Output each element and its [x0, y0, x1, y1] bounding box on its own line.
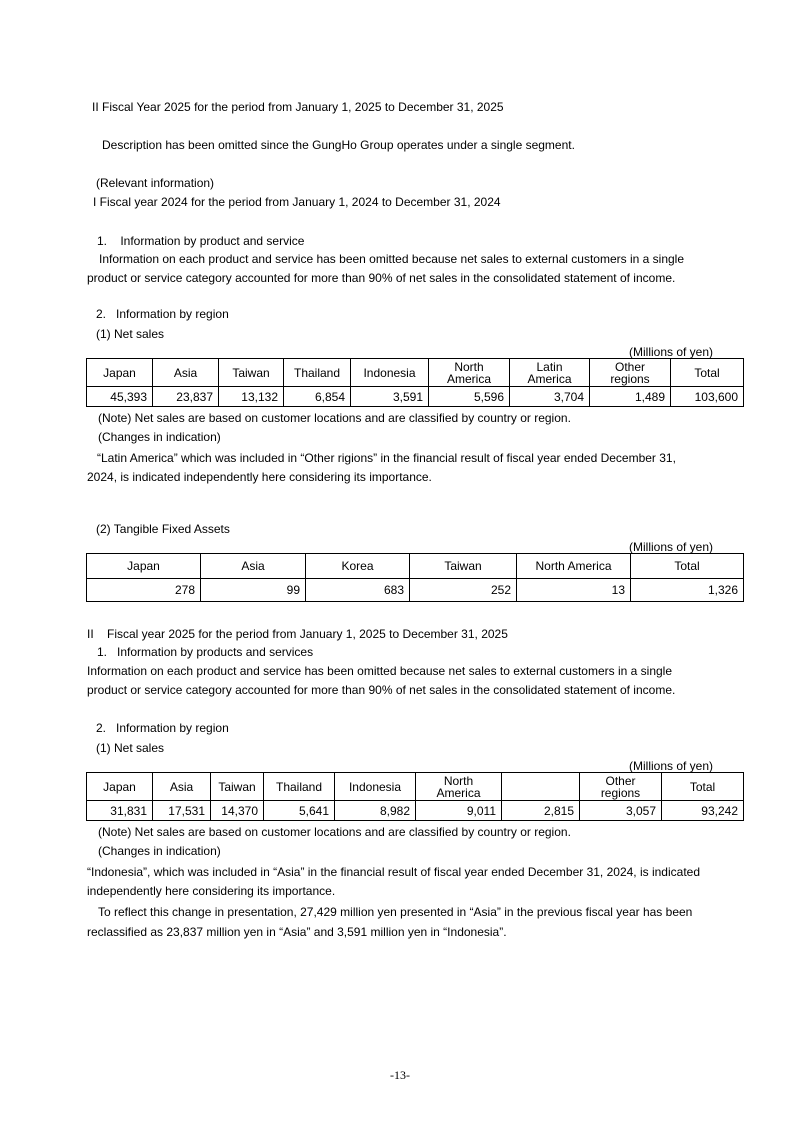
header-cell: Japan	[87, 359, 153, 387]
fy2025-changes-text-1: “Indonesia”, which was included in “Asia” in the financial result of fiscal year ended December 31, 2024, is indicated	[87, 865, 700, 879]
header-cell: Asia	[201, 554, 306, 579]
value-cell: 93,242	[662, 801, 744, 821]
header-cell: Indonesia	[351, 359, 429, 387]
fy2024-product-heading: 1. Information by product and service	[97, 234, 305, 248]
fy2024-product-text-1: Information on each product and service has been omitted because net sales to external customers in a single	[99, 252, 685, 266]
fy2024-region-heading: 2. Information by region	[96, 307, 229, 321]
header-cell: Taiwan	[410, 554, 517, 579]
value-cell: 103,600	[671, 387, 744, 407]
fy2025-product-text-1: Information on each product and service has been omitted because net sales to external customers in a single	[87, 664, 673, 678]
value-cell: 6,854	[284, 387, 351, 407]
header-cell: Total	[662, 773, 744, 801]
value-cell: 13	[517, 579, 631, 602]
page-number: -13-	[390, 1068, 410, 1082]
fy2025-product-text-2: product or service category accounted for more than 90% of net sales in the consolidated statement of income.	[87, 683, 676, 697]
value-cell: 31,831	[87, 801, 153, 821]
fy2025-product-heading: 1. Information by products and services	[97, 645, 314, 659]
header-cell: Taiwan	[219, 359, 284, 387]
table-header-row	[87, 359, 744, 387]
fy2024-header: I Fiscal year 2024 for the period from January 1, 2024 to December 31, 2024	[93, 195, 501, 209]
fy2025-note: (Note) Net sales are based on customer locations and are classified by country or region.	[98, 825, 571, 839]
value-cell: 14,370	[211, 801, 264, 821]
table-row	[87, 579, 744, 602]
fy2024-net-sales-heading: (1) Net sales	[96, 327, 165, 341]
header-cell: Other regions	[580, 773, 662, 801]
fy2025-header: II Fiscal year 2025 for the period from January 1, 2025 to December 31, 2025	[87, 627, 508, 641]
value-cell: 9,011	[416, 801, 502, 821]
header-cell: Japan	[87, 554, 201, 579]
fy2025-reclass-text-1: To reflect this change in presentation, 27,429 million yen presented in “Asia” in the previous fiscal year has been	[98, 905, 693, 919]
fy2024-tfa-unit: (Millions of yen)	[629, 540, 714, 554]
fy2025-changes-heading: (Changes in indication)	[98, 844, 221, 858]
value-cell: 2,815	[502, 801, 580, 821]
fy2025-net-sales-unit: (Millions of yen)	[629, 759, 714, 773]
value-cell: 99	[201, 579, 306, 602]
relevant-info-heading: (Relevant information)	[96, 176, 215, 190]
value-cell: 252	[410, 579, 517, 602]
header-cell: Asia	[153, 359, 219, 387]
header-cell: North America	[517, 554, 631, 579]
segment-note: Description has been omitted since the GungHo Group operates under a single segment.	[102, 138, 575, 152]
fy2024-tfa-heading: (2) Tangible Fixed Assets	[96, 522, 230, 536]
header-cell: Korea	[306, 554, 410, 579]
fy2024-changes-text-1: “Latin America” which was included in “Other rigions” in the financial result of fiscal year ended December 31,	[97, 451, 676, 465]
value-cell: 3,057	[580, 801, 662, 821]
fy2024-changes-text-2: 2024, is indicated independently here considering its importance.	[87, 470, 432, 484]
table-header-row	[87, 773, 744, 801]
header-cell	[502, 773, 580, 801]
value-cell: 278	[87, 579, 201, 602]
header-cell: Total	[631, 554, 744, 579]
header-cell: Indonesia	[335, 773, 416, 801]
section-ii-header: II Fiscal Year 2025 for the period from January 1, 2025 to December 31, 2025	[92, 100, 504, 114]
fy2025-region-heading: 2. Information by region	[96, 721, 229, 735]
fy2024-tfa-table	[86, 553, 744, 602]
fy2025-changes-text-2: independently here considering its importance.	[87, 884, 336, 898]
header-cell: North America	[416, 773, 502, 801]
header-cell: Taiwan	[211, 773, 264, 801]
fy2024-changes-heading: (Changes in indication)	[98, 430, 221, 444]
table-row	[87, 801, 744, 821]
header-cell: Thailand	[264, 773, 335, 801]
value-cell: 17,531	[153, 801, 211, 821]
value-cell: 3,591	[351, 387, 429, 407]
fy2024-net-sales-table	[86, 358, 744, 407]
fy2025-net-sales-heading: (1) Net sales	[96, 741, 165, 755]
fy2025-reclass-text-2: reclassified as 23,837 million yen in “Asia” and 3,591 million yen in “Indonesia”.	[87, 925, 507, 939]
header-cell: North America	[429, 359, 510, 387]
table-row	[87, 387, 744, 407]
fy2024-product-text-2: product or service category accounted for more than 90% of net sales in the consolidated statement of income.	[87, 271, 676, 285]
value-cell: 5,641	[264, 801, 335, 821]
value-cell: 1,326	[631, 579, 744, 602]
header-cell: Japan	[87, 773, 153, 801]
header-cell: Asia	[153, 773, 211, 801]
table-header-row	[87, 554, 744, 579]
value-cell: 1,489	[590, 387, 671, 407]
value-cell: 683	[306, 579, 410, 602]
value-cell: 3,704	[510, 387, 590, 407]
value-cell: 5,596	[429, 387, 510, 407]
value-cell: 13,132	[219, 387, 284, 407]
header-cell: Other regions	[590, 359, 671, 387]
fy2024-note: (Note) Net sales are based on customer locations and are classified by country or region.	[98, 411, 571, 425]
value-cell: 23,837	[153, 387, 219, 407]
header-cell: Latin America	[510, 359, 590, 387]
fy2024-net-sales-unit: (Millions of yen)	[629, 345, 714, 359]
header-cell: Thailand	[284, 359, 351, 387]
value-cell: 8,982	[335, 801, 416, 821]
value-cell: 45,393	[87, 387, 153, 407]
header-cell: Total	[671, 359, 744, 387]
fy2025-net-sales-table	[86, 772, 744, 821]
